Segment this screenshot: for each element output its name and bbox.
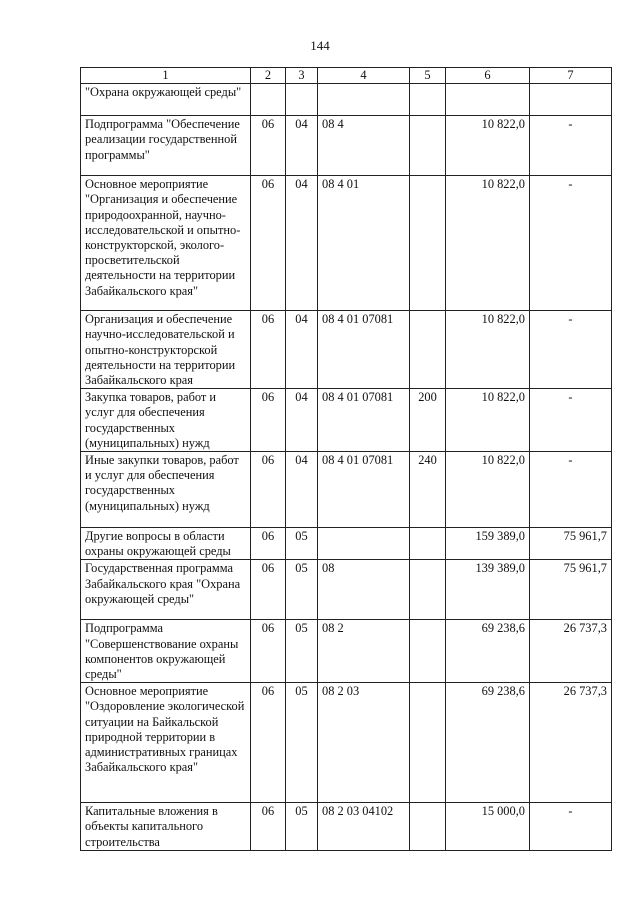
row-expense-type	[410, 84, 446, 116]
row-amount-col6: 10 822,0	[446, 311, 530, 389]
row-amount-col7: -	[530, 116, 612, 176]
header-col-6: 6	[446, 68, 530, 84]
row-section: 06	[251, 452, 286, 528]
row-target-code: 08	[318, 560, 410, 620]
header-col-2: 2	[251, 68, 286, 84]
row-section: 06	[251, 620, 286, 683]
row-target-code: 08 4 01 07081	[318, 452, 410, 528]
table-row	[81, 452, 612, 528]
row-amount-col6: 69 238,6	[446, 620, 530, 683]
row-amount-col7: 26 737,3	[530, 620, 612, 683]
row-amount-col7: -	[530, 389, 612, 452]
header-col-1: 1	[81, 68, 251, 84]
row-amount-col6: 10 822,0	[446, 452, 530, 528]
row-name: Подпрограмма "Обеспечение реализации государственной программы"	[81, 116, 251, 176]
row-section: 06	[251, 116, 286, 176]
row-expense-type	[410, 803, 446, 851]
row-subsection: 05	[286, 560, 318, 620]
row-expense-type	[410, 620, 446, 683]
header-col-7: 7	[530, 68, 612, 84]
row-subsection: 04	[286, 116, 318, 176]
row-subsection: 04	[286, 452, 318, 528]
table-row	[81, 803, 612, 851]
row-amount-col7: 75 961,7	[530, 528, 612, 560]
row-section: 06	[251, 560, 286, 620]
row-amount-col6	[446, 84, 530, 116]
header-col-3: 3	[286, 68, 318, 84]
budget-table	[80, 67, 612, 851]
table-row	[81, 176, 612, 311]
header-col-4: 4	[318, 68, 410, 84]
row-expense-type	[410, 176, 446, 311]
row-subsection: 05	[286, 528, 318, 560]
row-expense-type	[410, 560, 446, 620]
row-section	[251, 84, 286, 116]
row-expense-type: 240	[410, 452, 446, 528]
row-name: Основное мероприятие "Оздоровление экологической ситуации на Байкальской природной территории в административных границах Забайкальского края"	[81, 683, 251, 803]
row-amount-col6: 139 389,0	[446, 560, 530, 620]
row-amount-col7: 26 737,3	[530, 683, 612, 803]
row-subsection: 05	[286, 620, 318, 683]
row-amount-col6: 15 000,0	[446, 803, 530, 851]
row-expense-type	[410, 311, 446, 389]
row-name: "Охрана окружающей среды"	[81, 84, 251, 116]
row-target-code	[318, 84, 410, 116]
row-expense-type: 200	[410, 389, 446, 452]
row-name: Капитальные вложения в объекты капитального строительства	[81, 803, 251, 851]
row-amount-col7: -	[530, 311, 612, 389]
row-subsection: 05	[286, 683, 318, 803]
row-name: Основное мероприятие "Организация и обеспечение природоохранной, научно-исследовательской и опытно- конструкторской, эколого-просветительской деятельности на территории Забайкальского края"	[81, 176, 251, 311]
table-row	[81, 683, 612, 803]
row-expense-type	[410, 683, 446, 803]
row-amount-col6: 69 238,6	[446, 683, 530, 803]
table-row	[81, 560, 612, 620]
table-row	[81, 528, 612, 560]
row-amount-col7	[530, 84, 612, 116]
row-subsection: 04	[286, 311, 318, 389]
row-subsection: 04	[286, 389, 318, 452]
row-target-code: 08 4 01 07081	[318, 311, 410, 389]
row-section: 06	[251, 528, 286, 560]
table-header	[81, 68, 612, 84]
row-name: Другие вопросы в области охраны окружающей среды	[81, 528, 251, 560]
row-name: Государственная программа Забайкальского края "Охрана окружающей среды"	[81, 560, 251, 620]
row-expense-type	[410, 528, 446, 560]
row-section: 06	[251, 389, 286, 452]
row-subsection: 05	[286, 803, 318, 851]
row-target-code: 08 4 01	[318, 176, 410, 311]
row-section: 06	[251, 311, 286, 389]
row-amount-col7: -	[530, 803, 612, 851]
row-amount-col6: 10 822,0	[446, 116, 530, 176]
row-amount-col6: 10 822,0	[446, 389, 530, 452]
table-row	[81, 311, 612, 389]
row-section: 06	[251, 176, 286, 311]
row-subsection	[286, 84, 318, 116]
row-section: 06	[251, 803, 286, 851]
row-target-code: 08 2	[318, 620, 410, 683]
row-subsection: 04	[286, 176, 318, 311]
row-target-code: 08 2 03 04102	[318, 803, 410, 851]
row-amount-col7: -	[530, 176, 612, 311]
header-col-5: 5	[410, 68, 446, 84]
row-name: Закупка товаров, работ и услуг для обеспечения государственных (муниципальных) нужд	[81, 389, 251, 452]
table-row	[81, 389, 612, 452]
table-row	[81, 116, 612, 176]
row-name: Иные закупки товаров, работ и услуг для обеспечения государственных (муниципальных) нужд	[81, 452, 251, 528]
row-target-code: 08 4	[318, 116, 410, 176]
row-section: 06	[251, 683, 286, 803]
row-amount-col6: 10 822,0	[446, 176, 530, 311]
row-amount-col6: 159 389,0	[446, 528, 530, 560]
table-row	[81, 84, 612, 116]
page-number: 144	[310, 38, 330, 53]
row-amount-col7: -	[530, 452, 612, 528]
row-name: Организация и обеспечение научно-исследовательской и опытно-конструкторской деятельности на территории Забайкальского края	[81, 311, 251, 389]
row-expense-type	[410, 116, 446, 176]
row-target-code: 08 2 03	[318, 683, 410, 803]
row-amount-col7: 75 961,7	[530, 560, 612, 620]
row-target-code: 08 4 01 07081	[318, 389, 410, 452]
row-target-code	[318, 528, 410, 560]
row-name: Подпрограмма "Совершенствование охраны компонентов окружающей среды"	[81, 620, 251, 683]
table-row	[81, 620, 612, 683]
